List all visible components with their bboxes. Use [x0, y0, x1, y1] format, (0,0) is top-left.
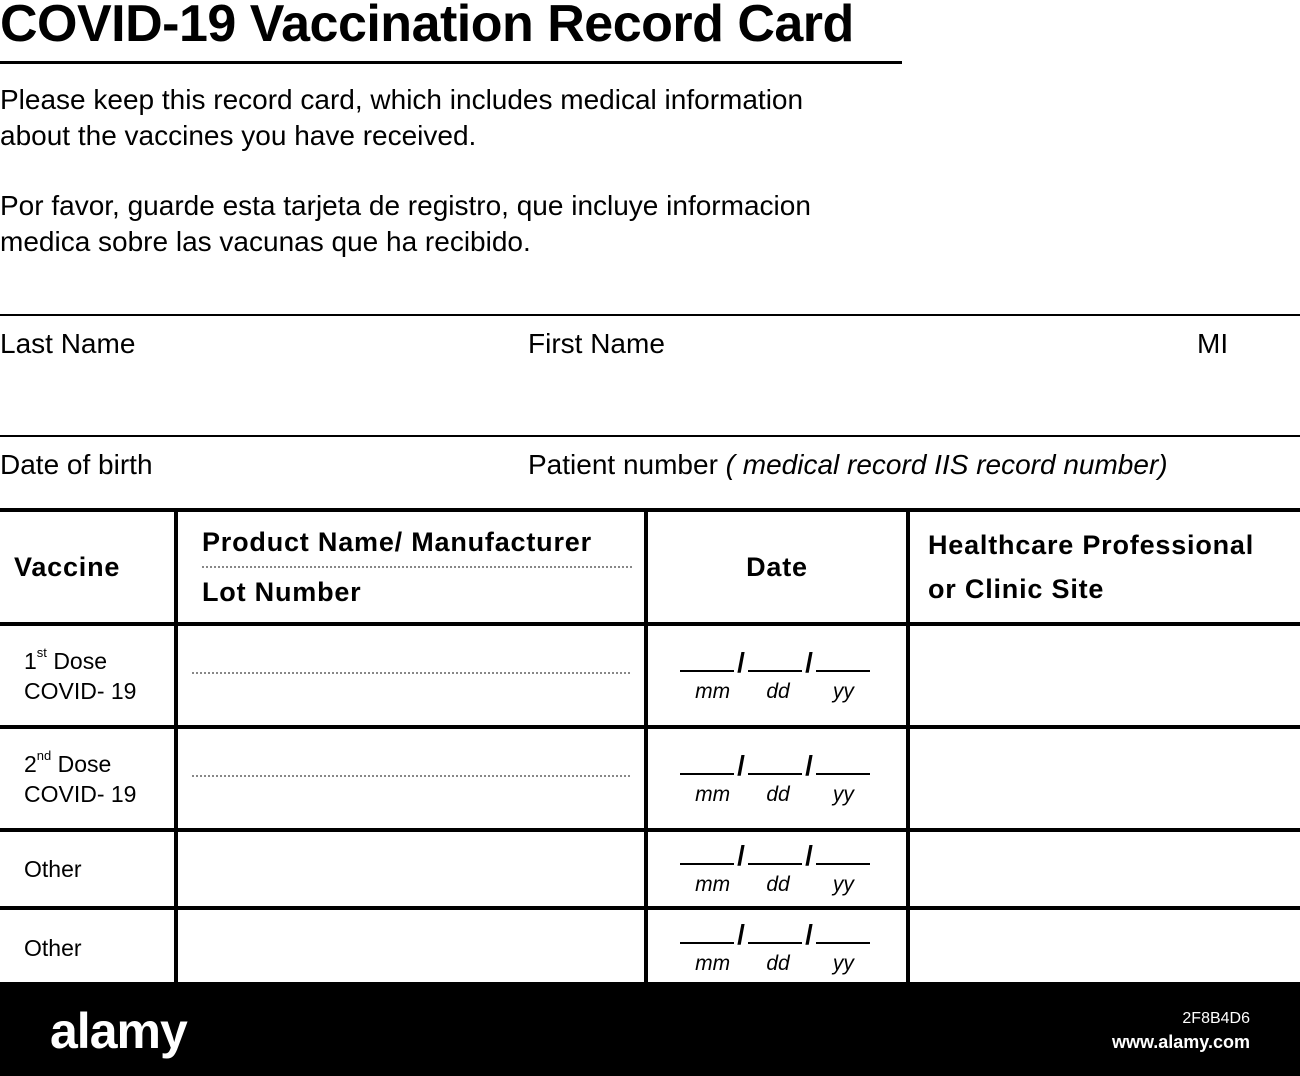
dose-2-suffix: nd: [36, 747, 52, 763]
intro-english-line-1: Please keep this record card, which includes medical information: [0, 84, 804, 115]
dob-label: Date of birth: [0, 449, 153, 480]
year-label: yy: [832, 952, 854, 975]
dob-divider: [0, 435, 1300, 437]
other-2-clinic-field[interactable]: [908, 908, 1300, 986]
date-slash: /: [737, 749, 745, 781]
month-label: mm: [695, 873, 731, 896]
other-1-product-field[interactable]: [176, 830, 646, 908]
alamy-logo: alamy: [50, 1003, 187, 1059]
month-label: mm: [695, 679, 731, 703]
dose-1-vaccine: COVID- 19: [24, 677, 137, 704]
dose-1-suffix: st: [36, 644, 47, 660]
patient-number-label: Patient number: [528, 449, 718, 480]
date-slash: /: [805, 749, 813, 781]
other-1-label: Other: [0, 830, 176, 908]
dose-2-clinic-field[interactable]: [908, 727, 1300, 830]
intro-spanish-line-1: Por favor, guarde esta tarjeta de registro, que incluye informacion: [0, 190, 811, 221]
dose-1-product-field[interactable]: [176, 624, 646, 727]
day-label: dd: [766, 679, 790, 703]
header-lot-number: Lot Number: [202, 577, 362, 607]
header-vaccine: Vaccine: [0, 510, 176, 624]
watermark-site: www.alamy.com: [1111, 1032, 1250, 1052]
other-2-product-field[interactable]: [176, 908, 646, 986]
date-slash: /: [737, 919, 745, 950]
page-title: COVID-19 Vaccination Record Card: [0, 0, 854, 53]
date-slash: /: [805, 646, 813, 678]
table-row: [0, 830, 1300, 908]
vaccination-table: [0, 508, 1300, 986]
day-label: dd: [766, 952, 790, 975]
date-slash: /: [805, 840, 813, 871]
day-label: dd: [766, 873, 790, 896]
header-product-name: Product Name/ Manufacturer: [202, 527, 592, 557]
day-label: dd: [766, 782, 790, 806]
dose-1-clinic-field[interactable]: [908, 624, 1300, 727]
dose-2-text: Dose: [57, 750, 112, 777]
dose-2-product-field[interactable]: [176, 727, 646, 830]
dotted-divider: [192, 775, 630, 777]
dose-2-label: [0, 727, 176, 830]
header-product: [176, 510, 646, 624]
table-row: [0, 624, 1300, 727]
month-label: mm: [695, 782, 731, 806]
date-entry: [680, 841, 876, 897]
patient-number-field: [528, 449, 1168, 481]
dose-1-text: Dose: [53, 647, 108, 674]
year-label: yy: [832, 679, 854, 703]
dose-1-label: [0, 624, 176, 727]
date-entry: [680, 751, 876, 807]
intro-spanish: [0, 188, 811, 260]
month-label: mm: [695, 952, 731, 975]
date-slash: /: [737, 840, 745, 871]
intro-english: [0, 82, 803, 154]
table-row: [0, 727, 1300, 830]
image-id: 2F8B4D6: [1182, 1010, 1250, 1027]
header-healthcare-professional: [908, 510, 1300, 624]
date-entry: [680, 920, 876, 976]
year-label: yy: [832, 873, 854, 896]
date-slash: /: [737, 646, 745, 678]
name-divider: [0, 314, 1300, 316]
dose-2-vaccine: COVID- 19: [24, 780, 137, 807]
dose-1-ordinal: 1: [24, 647, 37, 674]
middle-initial-label: MI: [1197, 328, 1229, 359]
other-2-label: Other: [0, 908, 176, 986]
header-hcp-line-1: Healthcare Professional: [928, 530, 1255, 560]
watermark-bar: [0, 982, 1300, 1076]
dotted-divider: [192, 672, 630, 674]
dose-2-ordinal: 2: [24, 750, 37, 777]
header-hcp-line-2: or Clinic Site: [928, 574, 1105, 604]
other-2-date-field[interactable]: [646, 908, 908, 986]
other-1-date-field[interactable]: [646, 830, 908, 908]
other-1-clinic-field[interactable]: [908, 830, 1300, 908]
header-date: Date: [646, 510, 908, 624]
first-name-label: First Name: [528, 328, 665, 359]
table-row: [0, 908, 1300, 986]
dose-2-date-field[interactable]: [646, 727, 908, 830]
table-header-row: [0, 510, 1300, 624]
dose-1-date-field[interactable]: [646, 624, 908, 727]
last-name-label: Last Name: [0, 328, 136, 359]
date-slash: /: [805, 919, 813, 950]
date-entry: [680, 648, 876, 704]
intro-english-line-2: about the vaccines you have received.: [0, 120, 477, 151]
intro-spanish-line-2: medica sobre las vacunas que ha recibido.: [0, 226, 531, 257]
title-underline: [0, 61, 902, 64]
patient-number-note: ( medical record IIS record number): [725, 449, 1168, 480]
year-label: yy: [832, 782, 854, 806]
